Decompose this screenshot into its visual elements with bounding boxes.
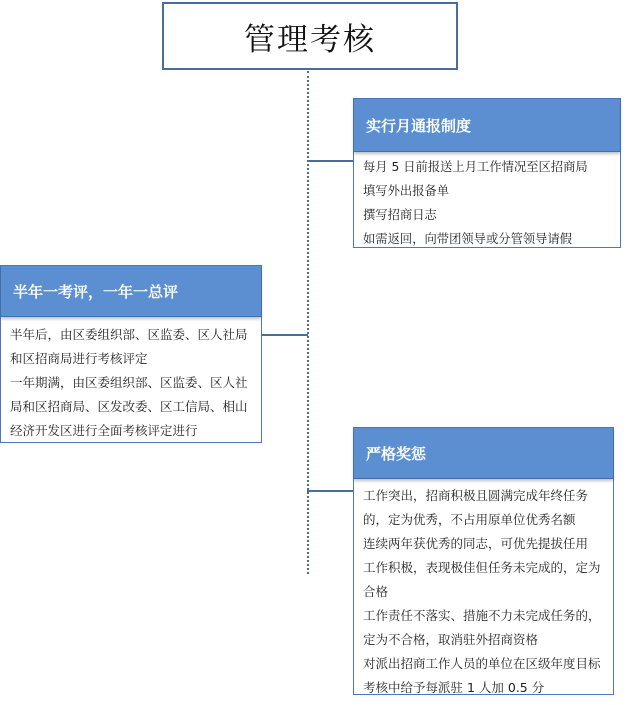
rewards-line: 工作积极，表现极佳但任务未完成的，定为合格 [363,560,601,599]
card-evaluation [0,265,262,443]
monthly-line: 撰写招商日志 [363,208,437,222]
card-evaluation-body [1,317,261,447]
rewards-line: 连续两年获优秀的同志，可优先提拔任用 [363,536,589,551]
card-monthly-body [354,152,620,255]
connector-spine [307,71,309,574]
card-evaluation-heading: 半年一考评，一年一总评 [1,266,261,317]
card-rewards-body [354,479,613,704]
rewards-line: 工作责任不落实、措施不力未完成任务的，定为不合格，取消驻外招商资格 [363,608,601,647]
evaluation-line: 一年期满，由区委组织部、区监委、区人社局和区招商局、区发改委、区工信局、相山经济开发区进行全面考核评定进行 [10,375,248,438]
evaluation-line: 半年后，由区委组织部、区监委、区人社局和区招商局进行考核评定 [10,327,248,366]
card-rewards-heading: 严格奖惩 [354,428,613,479]
monthly-line: 每月 5 日前报送上月工作情况至区招商局 [363,160,588,174]
card-monthly-heading: 实行月通报制度 [354,99,620,152]
card-rewards-penalties [353,427,614,695]
connector-evaluation [262,334,308,336]
card-monthly-report [353,98,621,248]
diagram-title: 管理考核 [162,2,458,70]
rewards-line: 工作突出，招商积极且圆满完成年终任务的，定为优秀，不占用原单位优秀名额 [363,488,589,527]
monthly-line: 填写外出报备单 [363,184,450,198]
connector-monthly [307,160,353,162]
connector-rewards [307,490,353,492]
rewards-line: 对派出招商工作人员的单位在区级年度目标考核中给予每派驻 1 人加 0.5 分 [363,656,601,695]
monthly-line: 如需返回，向带团领导或分管领导请假 [363,232,573,246]
